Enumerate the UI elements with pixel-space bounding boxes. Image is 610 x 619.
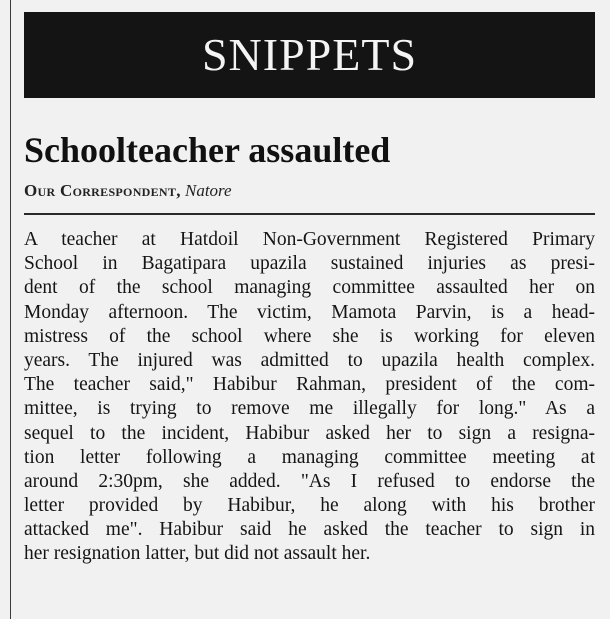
body-line: A teacher at Hatdoil Non-Government Registered Primary bbox=[24, 229, 595, 250]
body-line: tion letter following a managing committee meeting at bbox=[24, 446, 595, 468]
byline-location: Natore bbox=[185, 181, 232, 200]
body-line: mittee, is trying to remove me illegally for long." As a bbox=[24, 398, 595, 420]
body-line: around 2:30pm, she added. "As I refused to endorse the bbox=[24, 470, 595, 492]
article-byline bbox=[24, 180, 232, 202]
article-body bbox=[24, 228, 595, 567]
body-line: School in Bagatipara upazila sustained injuries as presi- bbox=[24, 253, 595, 275]
byline-correspondent: Our Correspondent, bbox=[24, 181, 181, 200]
body-line: letter provided by Habibur, he along with his brother bbox=[24, 495, 595, 517]
article-headline: Schoolteacher assaulted bbox=[24, 130, 391, 170]
column-rule bbox=[10, 0, 11, 619]
body-line: The teacher said," Habibur Rahman, president of the com- bbox=[24, 374, 595, 396]
section-title: SNIPPETS bbox=[201, 29, 418, 80]
body-line: her resignation latter, but did not assault her. bbox=[24, 543, 371, 565]
body-line: dent of the school managing committee assaulted her on bbox=[24, 277, 595, 299]
body-line: attacked me". Habibur said he asked the teacher to sign in bbox=[24, 519, 595, 541]
body-line: sequel to the incident, Habibur asked her to sign a resigna- bbox=[24, 422, 595, 444]
body-line: Monday afternoon. The victim, Mamota Parvin, is a head- bbox=[24, 301, 595, 323]
byline-divider bbox=[24, 213, 595, 215]
body-line: years. The injured was admitted to upazila health complex. bbox=[24, 349, 595, 371]
section-banner bbox=[24, 12, 595, 98]
body-line: mistress of the school where she is working for eleven bbox=[24, 325, 595, 347]
